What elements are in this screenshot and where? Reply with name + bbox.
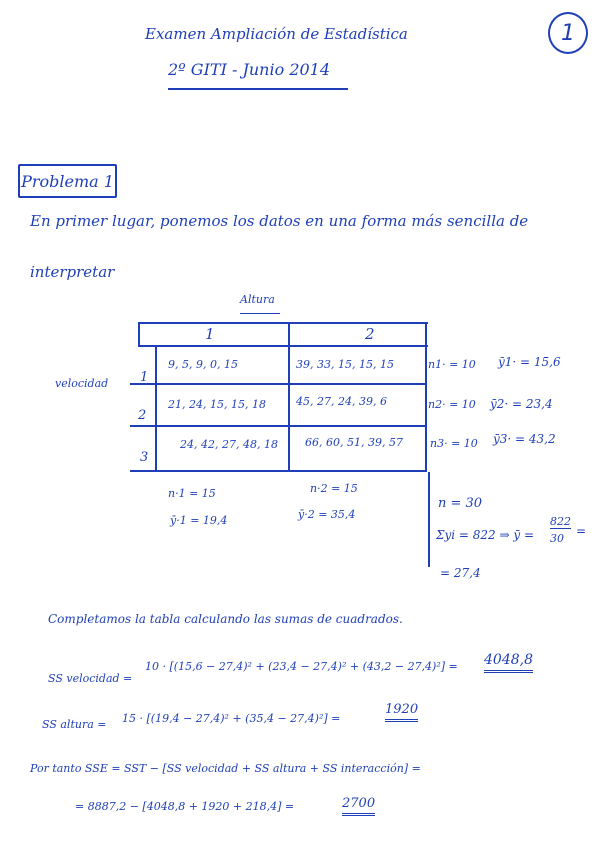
sse-result: 2700 bbox=[342, 796, 375, 816]
col-mean-2: ȳ·2 = 35,4 bbox=[298, 508, 356, 521]
row-mean: ȳ2· = 23,4 bbox=[490, 397, 553, 411]
row-mean: ȳ1· = 15,6 bbox=[498, 355, 561, 369]
intro-line-1: En primer lugar, ponemos los datos en una forma más sencilla de bbox=[30, 212, 529, 230]
factor-b-title: Altura bbox=[240, 293, 275, 306]
page-number: 1 bbox=[561, 20, 575, 46]
total-count: n = 30 bbox=[438, 496, 483, 511]
row-count: n3· = 10 bbox=[430, 437, 478, 450]
row-label-1: 1 bbox=[140, 370, 149, 385]
grand-mean-denominator: 30 bbox=[550, 532, 564, 545]
table-cell: 21, 24, 15, 15, 18 bbox=[168, 398, 266, 411]
ss-altura-result: 1920 bbox=[385, 702, 418, 722]
table-cell: 24, 42, 27, 48, 18 bbox=[180, 438, 278, 451]
grand-sum: Σyi = 822 ⇒ ȳ = bbox=[436, 528, 535, 542]
row-count: n1· = 10 bbox=[428, 358, 476, 371]
ss-velocidad-label: SS velocidad = bbox=[48, 672, 133, 685]
row-label-3: 3 bbox=[140, 450, 149, 465]
col-count-1: n·1 = 15 bbox=[168, 487, 216, 500]
problem-label: Problema 1 bbox=[21, 171, 114, 191]
table-top-line bbox=[138, 322, 428, 324]
sums-title: Completamos la tabla calculando las sumas de cuadrados. bbox=[48, 612, 403, 626]
col-header-2: 2 bbox=[365, 325, 375, 343]
table-cell: 66, 60, 51, 39, 57 bbox=[305, 436, 403, 449]
table-middle-line bbox=[288, 322, 290, 472]
table-left-header-line bbox=[138, 322, 140, 347]
row-mean: ȳ3· = 43,2 bbox=[493, 432, 556, 446]
table-row-line-2 bbox=[130, 425, 425, 427]
page-number-circle bbox=[548, 12, 588, 54]
problem-label-box bbox=[18, 164, 117, 198]
factor-b-underline bbox=[240, 313, 280, 314]
col-header-1: 1 bbox=[205, 325, 215, 343]
col-count-2: n·2 = 15 bbox=[310, 482, 358, 495]
page-subtitle: 2º GITI - Junio 2014 bbox=[168, 60, 331, 79]
grand-mean: = 27,4 bbox=[440, 566, 481, 580]
sse-line-2: = 8887,2 − [4048,8 + 1920 + 218,4] = bbox=[75, 800, 295, 813]
ss-velocidad-expression: 10 · [(15,6 − 27,4)² + (23,4 − 27,4)² + (43,2 − 27,4)²] = bbox=[145, 660, 458, 673]
table-right-line bbox=[425, 322, 427, 472]
page-title: Examen Ampliación de Estadística bbox=[145, 25, 408, 43]
row-label-2: 2 bbox=[138, 408, 147, 423]
table-cell: 39, 33, 15, 15, 15 bbox=[296, 358, 394, 371]
col-mean-1: ȳ·1 = 19,4 bbox=[170, 514, 228, 527]
table-cell: 9, 5, 9, 0, 15 bbox=[168, 358, 238, 371]
ss-velocidad-result: 4048,8 bbox=[484, 652, 533, 673]
table-bottom-line bbox=[130, 470, 425, 472]
sse-line-1: Por tanto SSE = SST − [SS velocidad + SS altura + SS interacción] = bbox=[30, 762, 421, 775]
table-row-label-line bbox=[155, 347, 157, 472]
table-cell: 45, 27, 24, 39, 6 bbox=[296, 395, 387, 408]
ss-altura-expression: 15 · [(19,4 − 27,4)² + (35,4 − 27,4)²] = bbox=[122, 712, 341, 725]
table-right-extension bbox=[428, 472, 430, 567]
intro-line-2: interpretar bbox=[30, 263, 115, 281]
table-header-line bbox=[138, 345, 428, 347]
title-underline bbox=[168, 88, 348, 90]
row-count: n2· = 10 bbox=[428, 398, 476, 411]
table-row-line-1 bbox=[130, 383, 425, 385]
factor-a-title: velocidad bbox=[55, 377, 109, 390]
ss-altura-label: SS altura = bbox=[42, 718, 107, 731]
grand-mean-equals: = bbox=[576, 524, 587, 538]
grand-mean-numerator: 822 bbox=[550, 515, 571, 528]
